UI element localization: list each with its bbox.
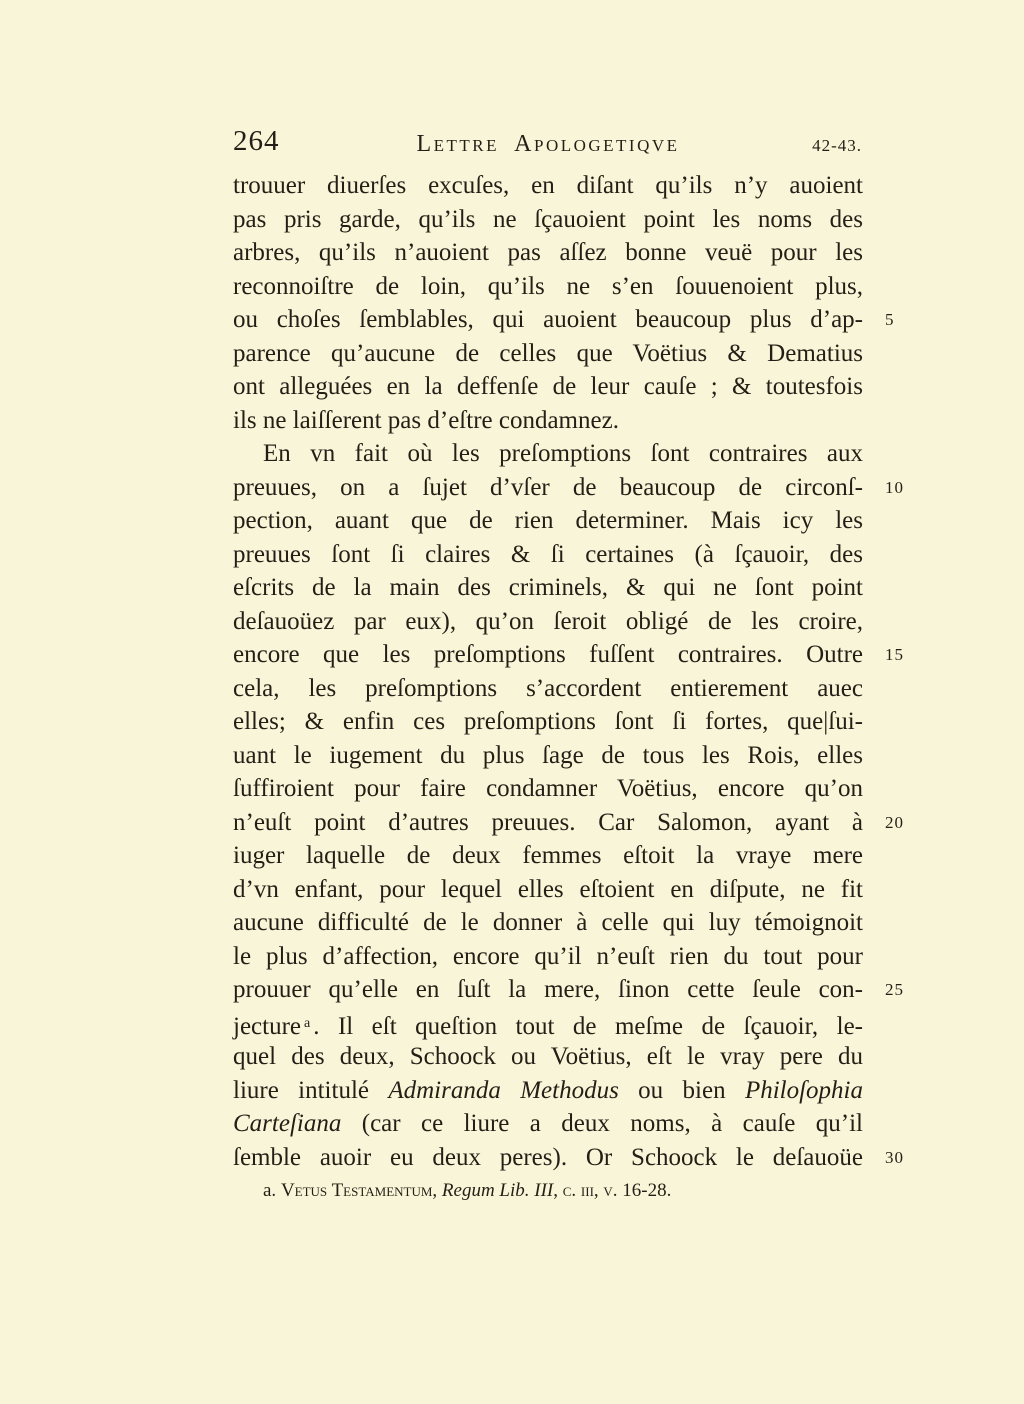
text-line bbox=[233, 471, 904, 505]
text-segment: liure intitulé bbox=[233, 1076, 389, 1104]
text-segment: Philoſophia bbox=[744, 1076, 863, 1104]
text-line bbox=[233, 236, 863, 270]
text-segment: arbres, qu’ils n’auoient pas aſſez bonne veuë pour les bbox=[233, 239, 863, 266]
text-line bbox=[233, 772, 863, 806]
text-segment: , bbox=[553, 1180, 563, 1201]
text-segment: pas pris garde, qu’ils ne ſçauoient point les noms des bbox=[233, 205, 863, 233]
margin-reference: 42-43. bbox=[812, 136, 862, 155]
text-line bbox=[233, 873, 863, 907]
text-segment: quel des deux, Schoock ou Voëtius, eſt le vray pere du bbox=[233, 1043, 863, 1070]
text-segment: Admiranda Methodus bbox=[388, 1076, 619, 1104]
text-line bbox=[233, 638, 904, 672]
text-segment: preuues ſont ſi claires & ſi certaines (à ſçauoir, des bbox=[233, 540, 863, 568]
text-segment: En vn fait où les preſomptions ſont contraires aux bbox=[263, 440, 863, 467]
text-line bbox=[233, 739, 863, 773]
text-segment: a. bbox=[263, 1180, 281, 1201]
text-segment: encore que les preſomptions fuſſent contraires. Outre bbox=[233, 641, 863, 668]
margin-line-number: 30 bbox=[885, 1147, 904, 1167]
text-segment: trouuer diuerſes excuſes, en diſant qu’ils n’y auoient bbox=[233, 172, 863, 199]
text-segment: (car ce liure a deux noms, à cauſe qu’il bbox=[341, 1110, 863, 1137]
text-block bbox=[233, 169, 904, 1174]
margin-line-number: 20 bbox=[885, 812, 904, 832]
text-line bbox=[233, 337, 863, 371]
margin-line-number: 25 bbox=[885, 980, 904, 999]
text-line bbox=[233, 705, 863, 739]
text-segment: , bbox=[432, 1180, 442, 1201]
text-segment: ſuffiroient pour faire condamner Voëtius, encore qu’on bbox=[233, 775, 863, 802]
text-segment: Vetus Testamentum bbox=[280, 1180, 433, 1201]
text-line bbox=[233, 1040, 863, 1074]
text-segment: le plus d’affection, encore qu’il n’euſt rien du tout pour bbox=[233, 942, 863, 970]
text-segment: prouuer qu’elle en ſuſt la mere, ſinon cette ſeule con- bbox=[233, 976, 863, 1003]
text-line bbox=[233, 169, 863, 203]
page-number: 264 bbox=[233, 125, 280, 157]
text-segment: aucune difficulté de le donner à celle qui luy témoignoit bbox=[233, 909, 863, 936]
text-line bbox=[233, 504, 863, 538]
text-line bbox=[233, 973, 904, 1007]
text-segment: iuger laquelle de deux femmes eſtoit la vraye mere bbox=[233, 842, 863, 869]
text-line bbox=[233, 806, 904, 840]
footnote-marker: a bbox=[304, 1015, 311, 1031]
text-segment: ou choſes ſemblables, qui auoient beaucoup plus d’ap- bbox=[233, 306, 863, 333]
text-segment: preuues, on a ſujet d’vſer de beaucoup de circonſ- bbox=[233, 473, 863, 501]
text-line bbox=[233, 370, 863, 404]
text-line bbox=[233, 303, 895, 337]
text-segment: ou bien bbox=[618, 1076, 745, 1104]
text-line bbox=[233, 203, 863, 237]
text-segment: pection, auant que de rien determiner. Mais icy les bbox=[233, 507, 863, 534]
text-line bbox=[233, 906, 863, 940]
text-segment: reconnoiſtre de loin, qu’ils ne s’en ſouuenoient plus, bbox=[233, 272, 863, 300]
margin-line-number: 10 bbox=[885, 477, 904, 497]
text-segment: ils ne laiſſerent pas d’eſtre condamnez. bbox=[233, 406, 619, 434]
text-line bbox=[233, 1107, 863, 1141]
text-line bbox=[233, 1074, 863, 1108]
text-line bbox=[233, 571, 863, 605]
text-segment: Regum Lib. III bbox=[441, 1180, 554, 1201]
text-segment: parence qu’aucune de celles que Voëtius & Dematius bbox=[233, 339, 863, 367]
text-line bbox=[233, 605, 863, 639]
text-segment: ont alleguées en la deffenſe de leur cauſe ; & toutesfois bbox=[233, 373, 863, 400]
text-line bbox=[233, 1141, 904, 1175]
text-segment: deſauoüez par eux), qu’on ſeroit obligé de les croire, bbox=[233, 607, 863, 635]
margin-line-number: 5 bbox=[885, 310, 895, 329]
text-segment: cela, les preſomptions s’accordent entierement auec bbox=[233, 674, 863, 702]
text-segment: n’euſt point d’autres preuues. Car Salomon, ayant à bbox=[233, 808, 863, 836]
text-line bbox=[233, 404, 863, 438]
text-segment: Carteſiana bbox=[233, 1110, 342, 1137]
text-line bbox=[233, 940, 863, 974]
text-line bbox=[233, 270, 863, 304]
margin-line-number: 15 bbox=[885, 645, 904, 664]
text-segment: . Il eſt queſtion tout de meſme de ſçauoir, le- bbox=[313, 1012, 863, 1040]
running-title: Lettre Apologetiqve bbox=[416, 131, 680, 157]
text-segment: ſemble auoir eu deux peres). Or Schoock le deſauoüe bbox=[233, 1143, 863, 1171]
text-segment: eſcrits de la main des criminels, & qui ne ſont point bbox=[233, 574, 863, 601]
text-segment: c. iii, v. 16-28. bbox=[562, 1180, 672, 1201]
text-line bbox=[233, 538, 863, 572]
footnote bbox=[263, 1178, 863, 1204]
text-line bbox=[233, 839, 863, 873]
text-segment: d’vn enfant, pour lequel elles eſtoient en diſpute, ne fit bbox=[233, 875, 863, 903]
text-segment: jecture bbox=[233, 1012, 302, 1040]
text-line bbox=[233, 437, 863, 471]
text-segment: uant le iugement du plus ſage de tous les Rois, elles bbox=[233, 741, 863, 769]
text-line bbox=[233, 1007, 863, 1041]
text-line bbox=[233, 672, 863, 706]
text-segment: elles; & enfin ces preſomptions ſont ſi fortes, que|ſui- bbox=[233, 708, 863, 735]
